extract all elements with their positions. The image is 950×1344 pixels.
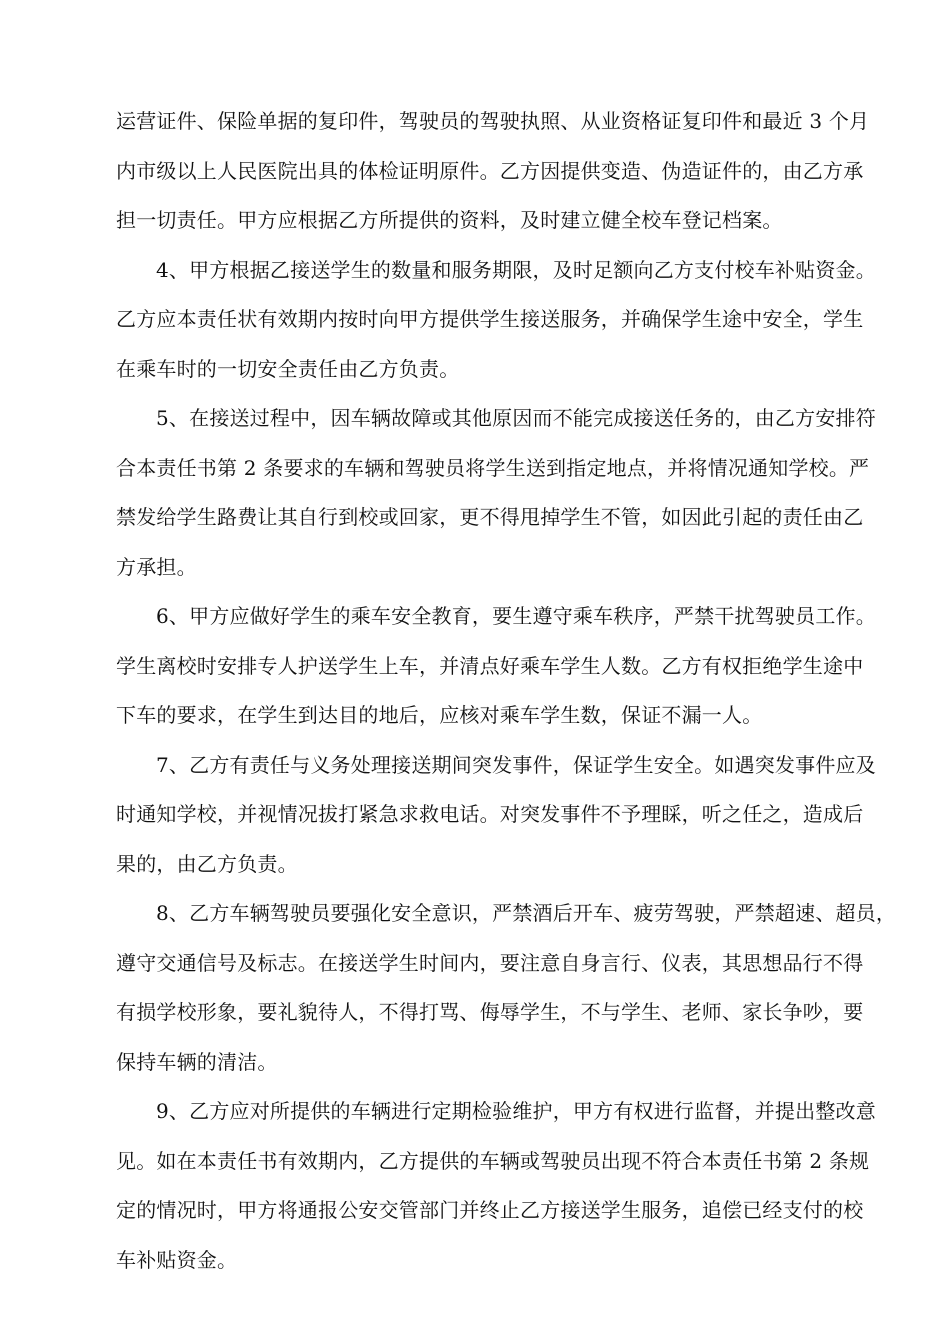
text-line: 果的，由乙方负责。 (116, 851, 298, 876)
text-line: 合本责任书第 2 条要求的车辆和驾驶员将学生送到指定地点，并将情况通知学校。严 (116, 455, 870, 480)
text-line: 6、甲方应做好学生的乘车安全教育，要生遵守乘车秩序，严禁干扰驾驶员工作。 (156, 604, 876, 628)
text-line: 时通知学校，并视情况拔打紧急求救电话。对突发事件不予理睬，听之任之，造成后 (116, 802, 864, 826)
text-line: 下车的要求，在学生到达目的地后，应核对乘车学生数，保证不漏一人。 (116, 703, 763, 727)
text-line: 内市级以上人民医院出具的体检证明原件。乙方因提供变造、伪造证件的，由乙方承 (116, 158, 864, 183)
text-line: 7、乙方有责任与义务处理接送期间突发事件，保证学生安全。如遇突发事件应及 (156, 752, 876, 777)
text-line: 在乘车时的一切安全责任由乙方负责。 (116, 356, 460, 381)
text-line: 方承担。 (116, 554, 197, 579)
text-line: 学生离校时安排专人护送学生上车，并清点好乘车学生人数。乙方有权拒绝学生途中 (116, 653, 864, 678)
text-line: 保持车辆的清洁。 (116, 1049, 278, 1074)
text-line: 9、乙方应对所提供的车辆进行定期检验维护，甲方有权进行监督，并提出整改意 (156, 1099, 876, 1123)
text-line: 担一切责任。甲方应根据乙方所提供的资料，及时建立健全校车登记档案。 (116, 208, 783, 232)
text-line: 8、乙方车辆驾驶员要强化安全意识，严禁酒后开车、疲劳驾驶，严禁超速、超员， (156, 901, 897, 925)
text-line: 乙方应本责任状有效期内按时向甲方提供学生接送服务，并确保学生途中安全，学生 (116, 307, 864, 331)
text-line: 遵守交通信号及标志。在接送学生时间内，要注意自身言行、仪表，其思想品行不得 (116, 950, 864, 975)
text-line: 定的情况时，甲方将通报公安交管部门并终止乙方接送学生服务，追偿已经支付的校 (116, 1198, 864, 1222)
text-line: 运营证件、保险单据的复印件，驾驶员的驾驶执照、从业资格证复印件和最近 3 个月 (116, 109, 870, 133)
text-line: 禁发给学生路费让其自行到校或回家，更不得甩掉学生不管，如因此引起的责任由乙 (116, 505, 864, 529)
document-body (116, 97, 897, 1285)
text-line: 车补贴资金。 (116, 1247, 238, 1272)
text-line: 见。如在本责任书有效期内，乙方提供的车辆或驾驶员出现不符合本责任书第 2 条规 (116, 1148, 870, 1173)
text-line: 4、甲方根据乙接送学生的数量和服务期限，及时足额向乙方支付校车补贴资金。 (156, 257, 876, 282)
text-line: 有损学校形象，要礼貌待人，不得打骂、侮辱学生，不与学生、老师、家长争吵，要 (116, 1000, 864, 1024)
text-line: 5、在接送过程中，因车辆故障或其他原因而不能完成接送任务的，由乙方安排符 (156, 406, 876, 430)
